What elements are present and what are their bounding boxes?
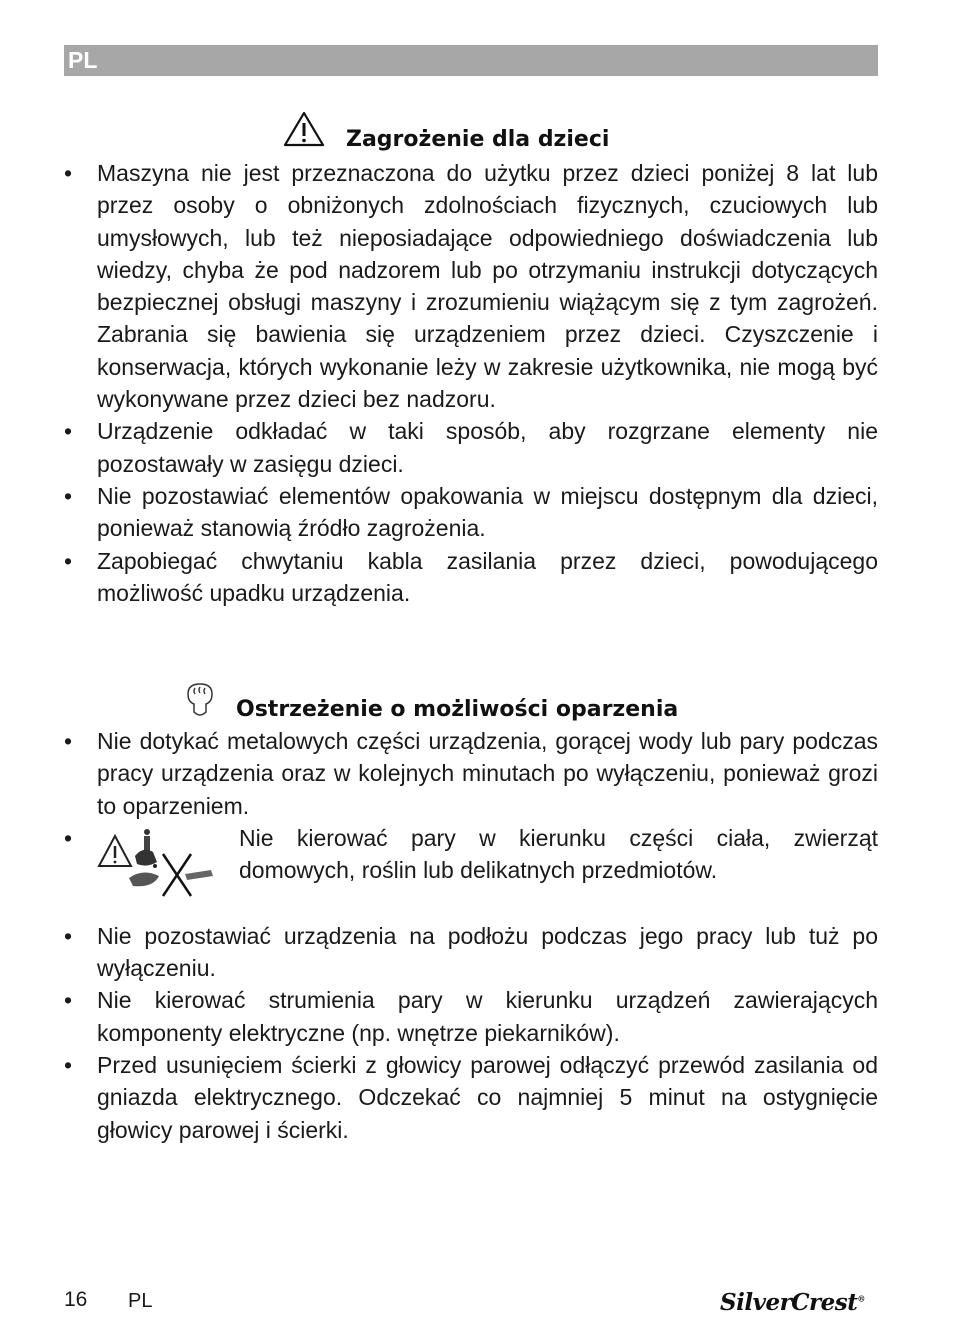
language-bar <box>64 45 878 76</box>
list-item-text: Zapobiegać chwytaniu kabla zasilania przez dzieci, powodującego możliwość upadku urządzenia. <box>97 547 878 606</box>
bullet: • <box>64 922 73 949</box>
burn-warning-list <box>64 725 878 1146</box>
list-item-text: Nie kierować pary w kierunku części ciała, zwierząt domowych, roślin lub delikatnych przedmiotów. <box>239 824 878 884</box>
children-hazard-list <box>64 157 878 609</box>
language-label: PL <box>68 47 98 73</box>
bullet: • <box>64 482 73 509</box>
page-number: 16 <box>64 1288 88 1311</box>
section-title-burn-warning: Ostrzeżenie o możliwości oparzenia <box>236 697 679 722</box>
list-item <box>64 1049 878 1146</box>
footer-language: PL <box>128 1290 153 1312</box>
registered-mark: ® <box>857 1293 865 1304</box>
bullet: • <box>64 824 73 851</box>
bullet: • <box>64 1052 73 1079</box>
list-item <box>64 415 878 480</box>
list-item-text: Przed usunięciem ścierki z głowicy parowej odłączyć przewód zasilania od gniazda elektrycznego. Odczekać co najmniej 5 minut na ostygnięcie głowicy parowej i ścierki. <box>97 1052 878 1143</box>
list-item-text: Nie kierować strumienia pary w kierunku urządzeń zawierających komponenty elektryczne (np. wnętrze piekarników). <box>97 987 878 1046</box>
steam-direction-warning-icon <box>95 826 219 906</box>
bullet: • <box>64 547 73 574</box>
bullet: • <box>64 987 73 1014</box>
hot-surface-icon <box>183 680 217 720</box>
list-item <box>64 984 878 1049</box>
section-title-children-hazard: Zagrożenie dla dzieci <box>346 127 610 152</box>
list-item <box>64 480 878 545</box>
list-item-text: Maszyna nie jest przeznaczona do użytku przez dzieci poniżej 8 lat lub przez osoby o obniżonych zdolnościach fizycznych, czuciowych lub umysłowych, lub też nieposiadające odpowiedniego doświadczenia lub wiedzy, chyba że pod nadzorem lub po otrzymaniu instrukcji dotyczących bezpiecznej obsługi maszyny i zrozumieniu wiążącym się z tym zagrożeń. Zabrania się bawienia się urządzeniem przez dzieci. Czyszczenie i konserwacja, których wykonanie leży w zakresie użytkownika, nie mogą być wykonywane przez dzieci bez nadzoru. <box>97 160 878 413</box>
brand-logo <box>720 1289 865 1316</box>
bullet: • <box>64 728 73 754</box>
warning-triangle-icon <box>283 111 325 147</box>
list-item <box>64 920 878 985</box>
list-item <box>64 725 878 822</box>
list-item-text: Nie pozostawiać urządzenia na podłożu podczas jego pracy lub tuż po wyłączeniu. <box>97 922 878 982</box>
list-item-text: Nie pozostawiać elementów opakowania w miejscu dostępnym dla dzieci, ponieważ stanowią źródło zagrożenia. <box>97 482 878 542</box>
list-item-text: Nie dotykać metalowych części urządzenia, gorącej wody lub pary podczas pracy urządzenia oraz w kolejnych minutach po wyłączeniu, ponieważ grozi to oparzeniem. <box>97 728 878 819</box>
list-item-text: Urządzenie odkładać w taki sposób, aby rozgrzane elementy nie pozostawały w zasięgu dzieci. <box>97 418 878 477</box>
list-item <box>64 545 878 610</box>
list-item <box>64 822 878 920</box>
bullet: • <box>64 160 73 186</box>
brand-name: SilverCrest <box>720 1289 858 1316</box>
list-item <box>64 157 878 415</box>
bullet: • <box>64 418 73 445</box>
